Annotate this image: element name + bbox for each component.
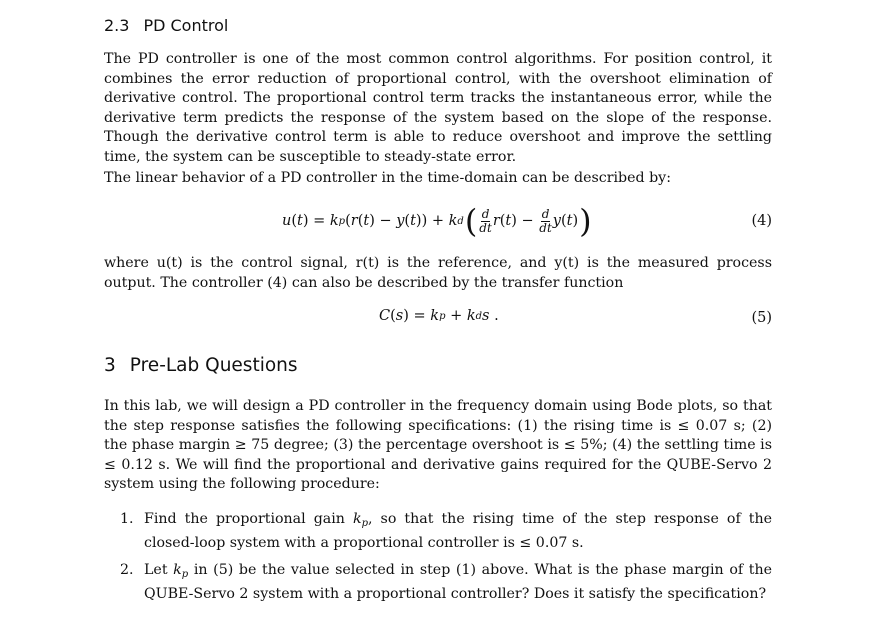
equation-4-number: (4) — [751, 213, 772, 229]
subsection-heading — [104, 16, 228, 35]
equation-5-number: (5) — [751, 310, 772, 326]
list-item: 2. Let $k_p$ in (5) be the value selected in step (1) above. What is the phase margin of the QUBE-Servo 2 system with a proportional controller? Does it satisfy the specification? — [120, 562, 772, 602]
paragraph-pd-intro: The PD controller is one of the most common control algorithms. For position control, it combines the error reduction of proportional control, with the overshoot elimination of derivative control. The proportional control term tracks the instantaneous error, while the derivative term predicts the response of the system based on the slope of the response. Though the derivative control term is able to reduce overshoot and improve the settling time, the system can be susceptible to steady-state error. — [104, 51, 772, 165]
section-number: 3 — [104, 355, 116, 376]
procedure-list-item-1 — [120, 510, 772, 553]
list-marker: 1. — [120, 511, 134, 527]
paragraph-signal-definitions: where u(t) is the control signal, r(t) is the reference, and y(t) is the measured process output. The controller (4) can also be described by the transfer function — [104, 255, 772, 291]
section-title: Pre-Lab Questions — [129, 355, 298, 376]
list-text-after: , so that the rising time of the step response of the closed-loop system with a proportional controller is ≤ 0.07 s. — [144, 511, 772, 551]
list-item: 1. Find the proportional gain $k_p$, so that the rising time of the step response of the closed-loop system with a proportional controller is ≤ 0.07 s. — [120, 511, 772, 551]
equation-5-body: C ( s ) = k p + k d s . — [379, 308, 499, 324]
procedure-list-item-2 — [120, 561, 772, 604]
list-marker: 2. — [120, 562, 134, 578]
paragraph-linear-behavior: The linear behavior of a PD controller in the time-domain can be described by: — [104, 170, 671, 186]
paragraph-lab-specs: In this lab, we will design a PD controller in the frequency domain using Bode plots, so that the step response satisfies the following specifications: (1) the rising time is ≤ 0.07 s; (2) the phase margin ≥ 75 degree; (3) the percentage overshoot is ≤ 5%; (4) the settling time is ≤ 0.12 s. We will find the proportional and derivative gains required for the QUBE-Servo 2 system using the following procedure: — [104, 398, 772, 493]
list-text-after: in (5) be the value selected in step (1) above. What is the phase margin of the QUBE-Servo 2 system with a proportional controller? Does it satisfy the specification? — [144, 562, 772, 602]
subsection-number: 2.3 — [104, 16, 130, 35]
section-heading — [104, 355, 298, 376]
equation-4-body: u ( t ) = k p ( r ( t ) − y ( t )) + k d ( $\frac{d}{dt}$ r ( t ) − $\frac{d}{dt}$ y ( t ) ) — [282, 202, 592, 240]
equation-5 — [104, 308, 772, 330]
subsection-title: PD Control — [143, 16, 229, 35]
list-text-before: Find the proportional gain — [144, 511, 353, 527]
equation-4 — [104, 200, 772, 242]
list-text-before: Let — [144, 562, 174, 578]
